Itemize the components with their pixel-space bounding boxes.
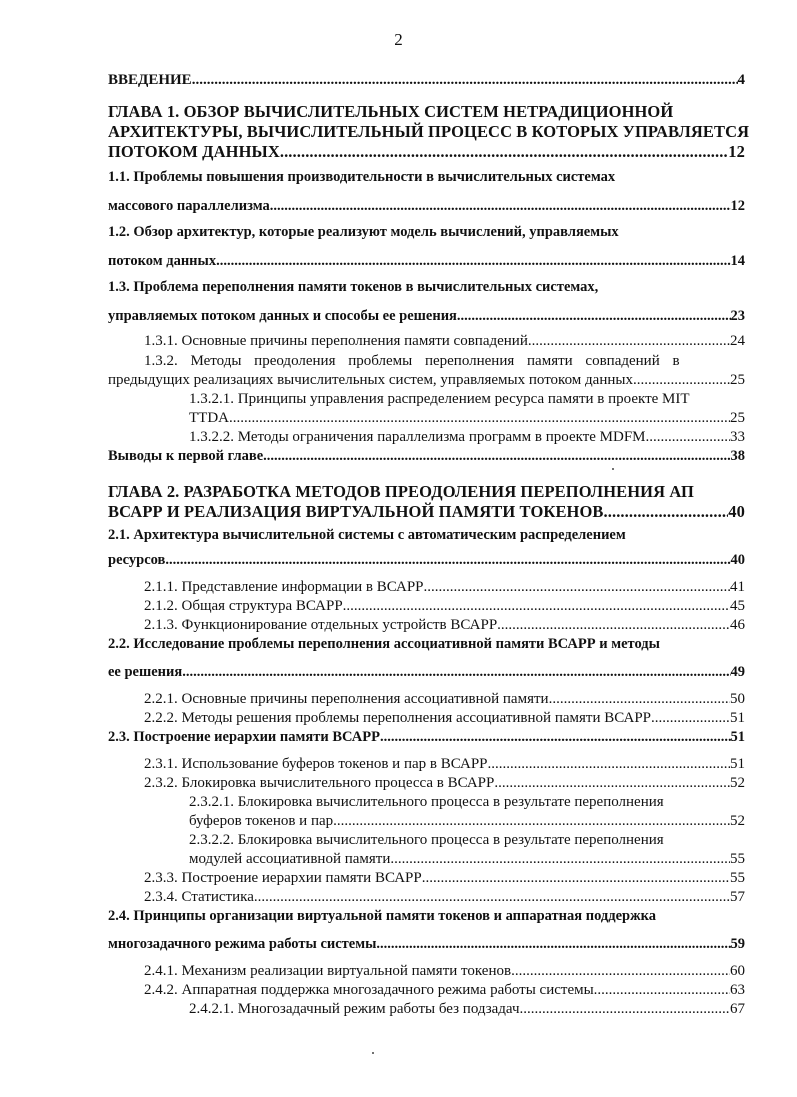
leader-dots	[380, 727, 731, 747]
toc-page-number: 23	[730, 308, 745, 324]
toc-chapter-1-line-3[interactable]	[108, 142, 745, 162]
toc-entry-title: потоком данных	[108, 253, 217, 269]
toc-page-number: 50	[730, 691, 745, 707]
scan-speck	[612, 468, 614, 470]
leader-dots	[424, 577, 730, 597]
toc-subsection-2-3-3[interactable]	[144, 868, 745, 888]
toc-page-number: 12	[730, 198, 745, 214]
toc-entry-title: ПОТОКОМ ДАННЫХ	[108, 142, 280, 161]
toc-page-number: 40	[730, 552, 745, 568]
leader-dots	[511, 961, 730, 981]
leader-dots	[646, 427, 730, 447]
toc-subsubsection-1-3-2-2[interactable]	[189, 427, 745, 447]
toc-section-2-4-line-2[interactable]	[108, 934, 745, 954]
toc-page-number: 67	[730, 1001, 745, 1017]
toc-entry-title: 2.3.3. Построение иерархии памяти ВСАРР	[144, 870, 422, 886]
scan-speck	[372, 1052, 374, 1054]
toc-page-number: 46	[730, 617, 745, 633]
toc-section-2-3[interactable]	[108, 727, 745, 747]
toc-page-number: 51	[730, 729, 745, 745]
toc-subsubsection-1-3-2-1-line-2[interactable]	[189, 408, 745, 428]
toc-subsection-2-2-2[interactable]	[144, 708, 745, 728]
toc-entry-title: буферов токенов и пар	[189, 813, 334, 829]
leader-dots	[520, 999, 730, 1019]
leader-dots	[254, 887, 730, 907]
toc-conclusions-chapter-1[interactable]	[108, 446, 745, 466]
toc-subsection-1-3-2-line-1[interactable]	[144, 351, 745, 371]
leader-dots	[549, 689, 730, 709]
toc-page-number: 14	[730, 253, 745, 269]
leader-dots	[604, 502, 729, 522]
toc-entry-title: 2.4.1. Механизм реализации виртуальной памяти токенов	[144, 963, 512, 979]
toc-entry-intro[interactable]	[108, 70, 745, 90]
toc-subsection-2-1-2[interactable]	[144, 596, 745, 616]
toc-entry-title: 1.3.2.1. Принципы управления распределением ресурса памяти в проекте MIT	[189, 391, 690, 407]
toc-subsection-2-2-1[interactable]	[144, 689, 745, 709]
toc-page-number: 52	[730, 813, 745, 829]
leader-dots	[192, 70, 738, 90]
toc-page-number: 45	[730, 598, 745, 614]
toc-page-number: 51	[730, 756, 745, 772]
toc-entry-title: 2.3.2. Блокировка вычислительного процесса в ВСАРР	[144, 775, 495, 791]
toc-section-1-1-line-1[interactable]	[108, 167, 745, 187]
toc-entry-title: 2.2.1. Основные причины переполнения ассоциативной памяти	[144, 691, 549, 707]
leader-dots	[263, 446, 730, 466]
toc-entry-title: АРХИТЕКТУРЫ, ВЫЧИСЛИТЕЛЬНЫЙ ПРОЦЕСС В КОТОРЫХ УПРАВЛЯЕТСЯ	[108, 122, 750, 141]
toc-section-2-2-line-1[interactable]	[108, 634, 745, 654]
toc-page-number: 33	[730, 429, 745, 445]
toc-section-2-1-line-2[interactable]	[108, 550, 745, 570]
toc-entry-title: 2.4.2. Аппаратная поддержка многозадачного режима работы системы	[144, 982, 594, 998]
toc-entry-title: многозадачного режима работы системы	[108, 936, 377, 952]
toc-subsubsection-2-3-2-2-line-2[interactable]	[189, 849, 745, 869]
toc-entry-title: 2.3.2.1. Блокировка вычислительного процесса в результате переполнения	[189, 794, 664, 810]
leader-dots	[333, 811, 730, 831]
toc-section-1-1-line-2[interactable]	[108, 196, 745, 216]
toc-subsubsection-2-3-2-2-line-1[interactable]	[189, 830, 745, 850]
toc-entry-title: модулей ассоциативной памяти	[189, 851, 391, 867]
leader-dots	[633, 370, 730, 390]
toc-entry-title: 2.4. Принципы организации виртуальной памяти токенов и аппаратная поддержка	[108, 908, 656, 924]
toc-entry-title: 2.2. Исследование проблемы переполнения ассоциативной памяти ВСАРР и методы	[108, 636, 660, 652]
toc-chapter-1-line-2[interactable]	[108, 122, 750, 142]
toc-subsubsection-1-3-2-1-line-1[interactable]	[189, 389, 745, 409]
toc-section-2-1-line-1[interactable]	[108, 525, 745, 545]
toc-section-2-4-line-1[interactable]	[108, 906, 745, 926]
leader-dots	[390, 849, 730, 869]
toc-subsection-2-3-1[interactable]	[144, 754, 745, 774]
leader-dots	[229, 408, 730, 428]
toc-subsubsection-2-4-2-1[interactable]	[189, 999, 745, 1019]
toc-entry-title: 2.3.4. Статистика	[144, 889, 254, 905]
toc-page-number: 60	[730, 963, 745, 979]
toc-entry-title: TTDA	[189, 410, 229, 426]
toc-entry-title: ВВЕДЕНИЕ	[108, 72, 192, 88]
toc-entry-title: предыдущих реализациях вычислительных систем, управляемых потоком данных	[108, 372, 633, 388]
leader-dots	[280, 142, 728, 162]
toc-page-number: 49	[730, 664, 745, 680]
toc-page-number: 25	[730, 410, 745, 426]
toc-page-number: 4	[737, 72, 745, 88]
toc-entry-title: 2.1.2. Общая структура ВСАРР	[144, 598, 343, 614]
toc-entry-title: Выводы к первой главе	[108, 448, 264, 464]
toc-subsection-1-3-2-line-2[interactable]	[108, 370, 745, 390]
leader-dots	[457, 306, 731, 326]
toc-page-number: 38	[730, 448, 745, 464]
leader-dots	[594, 980, 730, 1000]
toc-page-number: 40	[728, 502, 745, 521]
toc-page-number: 12	[728, 142, 745, 161]
toc-page-number: 41	[730, 579, 745, 595]
toc-subsection-2-4-1[interactable]	[144, 961, 745, 981]
toc-subsection-2-1-1[interactable]	[144, 577, 745, 597]
toc-entry-title: 2.4.2.1. Многозадачный режим работы без подзадач	[189, 1001, 520, 1017]
toc-entry-title: 2.1. Архитектура вычислительной системы с автоматическим распределением	[108, 527, 626, 543]
toc-page-number: 24	[730, 333, 745, 349]
toc-page-number: 25	[730, 372, 745, 388]
toc-subsubsection-2-3-2-1-line-2[interactable]	[189, 811, 745, 831]
toc-page-number: 59	[730, 936, 745, 952]
leader-dots	[497, 615, 730, 635]
leader-dots	[343, 596, 730, 616]
leader-dots	[528, 331, 730, 351]
toc-entry-title: ГЛАВА 1. ОБЗОР ВЫЧИСЛИТЕЛЬНЫХ СИСТЕМ НЕТРАДИЦИОННОЙ	[108, 102, 674, 121]
toc-page-number: 52	[730, 775, 745, 791]
toc-entry-title: 2.3. Построение иерархии памяти ВСАРР	[108, 729, 380, 745]
toc-section-2-2-line-2[interactable]	[108, 662, 745, 682]
toc-entry-title: массового параллелизма	[108, 198, 270, 214]
toc-entry-title: 1.3.2. Методы преодоления проблемы переполнения памяти совпадений в	[144, 353, 680, 369]
toc-section-1-2-line-2[interactable]	[108, 251, 745, 271]
toc-entry-title: 1.3.1. Основные причины переполнения памяти совпадений	[144, 333, 528, 349]
leader-dots	[216, 251, 730, 271]
toc-entry-title: 1.2. Обзор архитектур, которые реализуют модель вычислений, управляемых	[108, 224, 619, 240]
leader-dots	[165, 550, 730, 570]
page-number: 2	[394, 30, 403, 49]
leader-dots	[494, 773, 730, 793]
toc-subsection-2-4-2[interactable]	[144, 980, 745, 1000]
toc-subsection-2-3-2[interactable]	[144, 773, 745, 793]
toc-page-number: 63	[730, 982, 745, 998]
toc-page-number: 57	[730, 889, 745, 905]
toc-page-number: 55	[730, 851, 745, 867]
toc-page-number: 51	[730, 710, 745, 726]
toc-entry-title: управляемых потоком данных и способы ее решения	[108, 308, 457, 324]
toc-entry-title: 1.1. Проблемы повышения производительности в вычислительных системах	[108, 169, 616, 185]
toc-entry-title: 1.3. Проблема переполнения памяти токенов в вычислительных системах,	[108, 279, 599, 295]
toc-entry-title: ВСАРР И РЕАЛИЗАЦИЯ ВИРТУАЛЬНОЙ ПАМЯТИ ТОКЕНОВ	[108, 502, 604, 521]
toc-chapter-2-line-2[interactable]	[108, 502, 745, 522]
leader-dots	[182, 662, 730, 682]
toc-entry-title: ресурсов	[108, 552, 166, 568]
toc-subsubsection-2-3-2-1-line-1[interactable]	[189, 792, 745, 812]
toc-page-number: 55	[730, 870, 745, 886]
leader-dots	[651, 708, 730, 728]
toc-entry-title: ГЛАВА 2. РАЗРАБОТКА МЕТОДОВ ПРЕОДОЛЕНИЯ ПЕРЕПОЛНЕНИЯ АП	[108, 482, 694, 501]
leader-dots	[422, 868, 730, 888]
toc-section-1-3-line-1[interactable]	[108, 277, 745, 297]
toc-subsection-1-3-1[interactable]	[144, 331, 745, 351]
toc-entry-title: 2.1.1. Представление информации в ВСАРР	[144, 579, 424, 595]
toc-entry-title: 1.3.2.2. Методы ограничения параллелизма программ в проекте MDFM	[189, 429, 646, 445]
toc-chapter-2-line-1[interactable]	[108, 482, 739, 502]
leader-dots	[488, 754, 731, 774]
toc-entry-title: 2.2.2. Методы решения проблемы переполнения ассоциативной памяти ВСАРР	[144, 710, 652, 726]
leader-dots	[376, 934, 730, 954]
toc-entry-title: 2.1.3. Функционирование отдельных устройств ВСАРР	[144, 617, 498, 633]
toc-chapter-1-line-1[interactable]	[108, 102, 745, 122]
toc-section-1-2-line-1[interactable]	[108, 222, 745, 242]
toc-section-1-3-line-2[interactable]	[108, 306, 745, 326]
toc-subsection-2-1-3[interactable]	[144, 615, 745, 635]
toc-entry-title: ее решения	[108, 664, 183, 680]
toc-entry-title: 2.3.1. Использование буферов токенов и пар в ВСАРР	[144, 756, 488, 772]
toc-subsection-2-3-4[interactable]	[144, 887, 745, 907]
toc-entry-title: 2.3.2.2. Блокировка вычислительного процесса в результате переполнения	[189, 832, 664, 848]
leader-dots	[270, 196, 731, 216]
